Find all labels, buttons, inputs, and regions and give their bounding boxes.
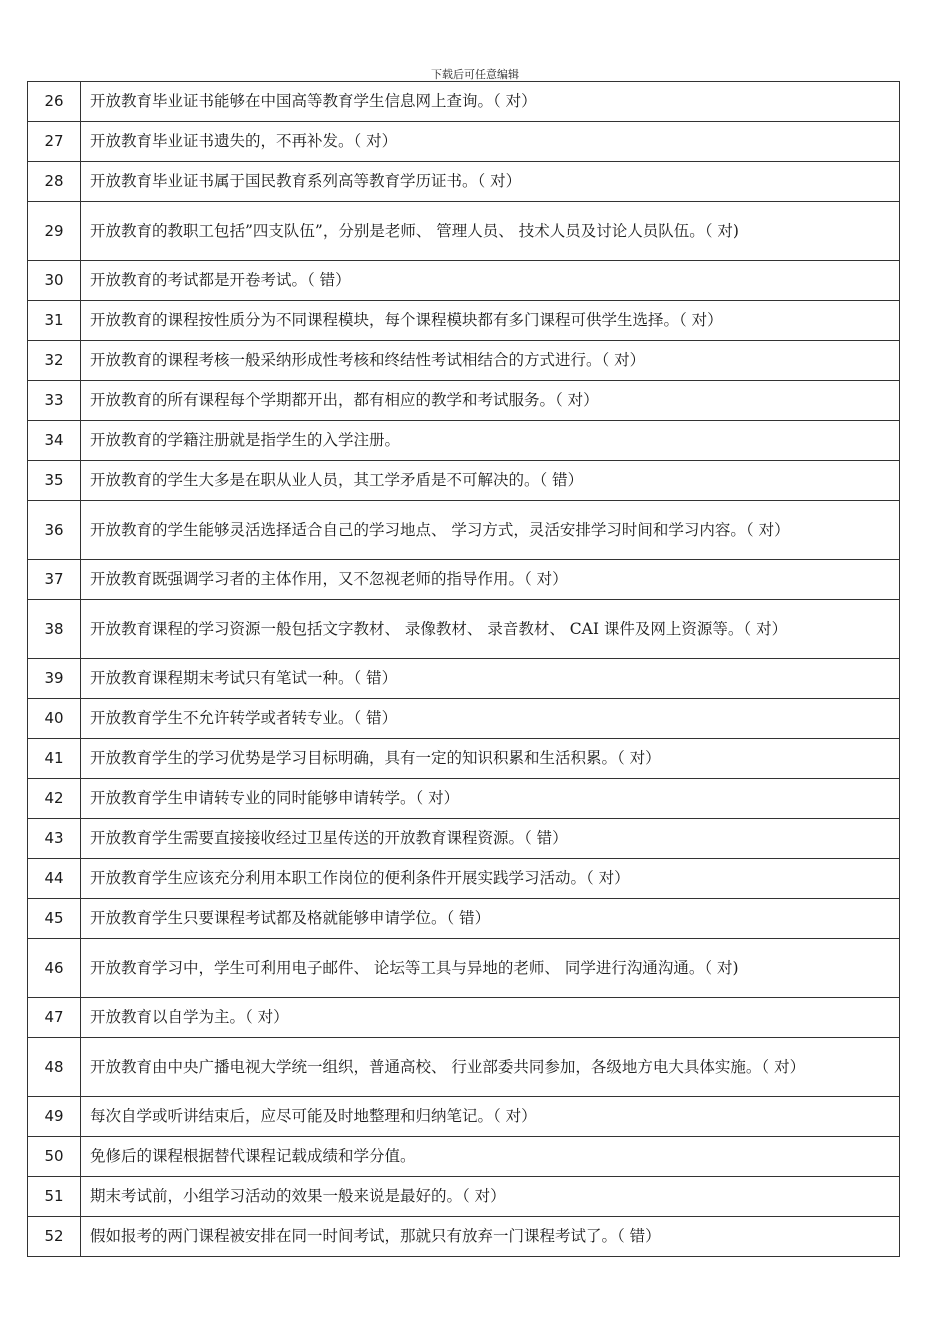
row-number: 44 <box>28 859 81 899</box>
row-statement: 开放教育学生需要直接接收经过卫星传送的开放教育课程资源。（ 错） <box>81 819 900 859</box>
row-number: 26 <box>28 82 81 122</box>
table-row <box>28 600 900 659</box>
row-statement: 开放教育的学生能够灵活选择适合自己的学习地点、 学习方式，灵活安排学习时间和学习内容。（ 对） <box>81 501 900 560</box>
question-table <box>27 81 900 1257</box>
row-number: 40 <box>28 699 81 739</box>
table-row <box>28 659 900 699</box>
table-row <box>28 461 900 501</box>
row-number: 29 <box>28 202 81 261</box>
table-row <box>28 202 900 261</box>
table-row <box>28 560 900 600</box>
row-statement: 每次自学或听讲结束后，应尽可能及时地整理和归纳笔记。（ 对） <box>81 1097 900 1137</box>
table-row <box>28 381 900 421</box>
row-statement: 开放教育的学生大多是在职从业人员，其工学矛盾是不可解决的。（ 错） <box>81 461 900 501</box>
table-row <box>28 998 900 1038</box>
row-number: 31 <box>28 301 81 341</box>
table-row <box>28 939 900 998</box>
row-number: 52 <box>28 1217 81 1257</box>
table-row <box>28 699 900 739</box>
row-number: 32 <box>28 341 81 381</box>
row-statement: 开放教育毕业证书遗失的，不再补发。（ 对） <box>81 122 900 162</box>
row-statement: 开放教育课程的学习资源一般包括文字教材、 录像教材、 录音教材、 CAI 课件及网上资源等。（ 对） <box>81 600 900 659</box>
table-row <box>28 301 900 341</box>
row-number: 37 <box>28 560 81 600</box>
row-number: 39 <box>28 659 81 699</box>
row-statement: 开放教育的考试都是开卷考试。（ 错） <box>81 261 900 301</box>
row-statement: 开放教育的课程按性质分为不同课程模块，每个课程模块都有多门课程可供学生选择。（ 对） <box>81 301 900 341</box>
row-statement: 开放教育既强调学习者的主体作用，又不忽视老师的指导作用。（ 对） <box>81 560 900 600</box>
table-row <box>28 261 900 301</box>
row-statement: 开放教育学生的学习优势是学习目标明确，具有一定的知识积累和生活积累。（ 对） <box>81 739 900 779</box>
row-statement: 开放教育毕业证书能够在中国高等教育学生信息网上查询。（ 对） <box>81 82 900 122</box>
table-row <box>28 1097 900 1137</box>
table-row <box>28 1137 900 1177</box>
row-statement: 假如报考的两门课程被安排在同一时间考试，那就只有放弃一门课程考试了。（ 错） <box>81 1217 900 1257</box>
row-number: 43 <box>28 819 81 859</box>
table-row <box>28 421 900 461</box>
row-number: 42 <box>28 779 81 819</box>
table-row <box>28 341 900 381</box>
row-number: 47 <box>28 998 81 1038</box>
table-row <box>28 739 900 779</box>
row-statement: 开放教育课程期末考试只有笔试一种。（ 错） <box>81 659 900 699</box>
row-statement: 开放教育学生应该充分利用本职工作岗位的便利条件开展实践学习活动。（ 对） <box>81 859 900 899</box>
question-table-body <box>28 82 900 1257</box>
row-statement: 开放教育的学籍注册就是指学生的入学注册。 <box>81 421 900 461</box>
table-row <box>28 779 900 819</box>
row-number: 30 <box>28 261 81 301</box>
table-row <box>28 1038 900 1097</box>
row-statement: 开放教育学生只要课程考试都及格就能够申请学位。（ 错） <box>81 899 900 939</box>
row-number: 41 <box>28 739 81 779</box>
row-number: 33 <box>28 381 81 421</box>
table-row <box>28 1217 900 1257</box>
row-statement: 开放教育学生不允许转学或者转专业。（ 错） <box>81 699 900 739</box>
row-statement: 开放教育由中央广播电视大学统一组织，普通高校、 行业部委共同参加，各级地方电大具体实施。（ 对） <box>81 1038 900 1097</box>
row-statement: 开放教育的课程考核一般采纳形成性考核和终结性考试相结合的方式进行。（ 对） <box>81 341 900 381</box>
row-number: 38 <box>28 600 81 659</box>
row-statement: 开放教育学习中，学生可利用电子邮件、 论坛等工具与异地的老师、 同学进行沟通沟通。（ 对) <box>81 939 900 998</box>
table-row <box>28 1177 900 1217</box>
table-row <box>28 899 900 939</box>
table-row <box>28 82 900 122</box>
table-row <box>28 162 900 202</box>
table-row <box>28 122 900 162</box>
page-header: 下载后可任意编辑 <box>431 68 519 81</box>
table-row <box>28 819 900 859</box>
row-statement: 开放教育的教职工包括”四支队伍”，分别是老师、 管理人员、 技术人员及讨论人员队伍。（ 对) <box>81 202 900 261</box>
row-statement: 开放教育的所有课程每个学期都开出，都有相应的教学和考试服务。（ 对） <box>81 381 900 421</box>
row-number: 46 <box>28 939 81 998</box>
row-statement: 开放教育以自学为主。（ 对） <box>81 998 900 1038</box>
table-row <box>28 859 900 899</box>
row-number: 48 <box>28 1038 81 1097</box>
row-statement: 免修后的课程根据替代课程记载成绩和学分值。 <box>81 1137 900 1177</box>
row-number: 35 <box>28 461 81 501</box>
row-number: 27 <box>28 122 81 162</box>
row-number: 34 <box>28 421 81 461</box>
row-number: 45 <box>28 899 81 939</box>
row-statement: 期末考试前，小组学习活动的效果一般来说是最好的。（ 对） <box>81 1177 900 1217</box>
row-statement: 开放教育毕业证书属于国民教育系列高等教育学历证书。（ 对） <box>81 162 900 202</box>
table-row <box>28 501 900 560</box>
row-number: 28 <box>28 162 81 202</box>
row-number: 51 <box>28 1177 81 1217</box>
row-number: 49 <box>28 1097 81 1137</box>
row-number: 36 <box>28 501 81 560</box>
row-number: 50 <box>28 1137 81 1177</box>
row-statement: 开放教育学生申请转专业的同时能够申请转学。（ 对） <box>81 779 900 819</box>
